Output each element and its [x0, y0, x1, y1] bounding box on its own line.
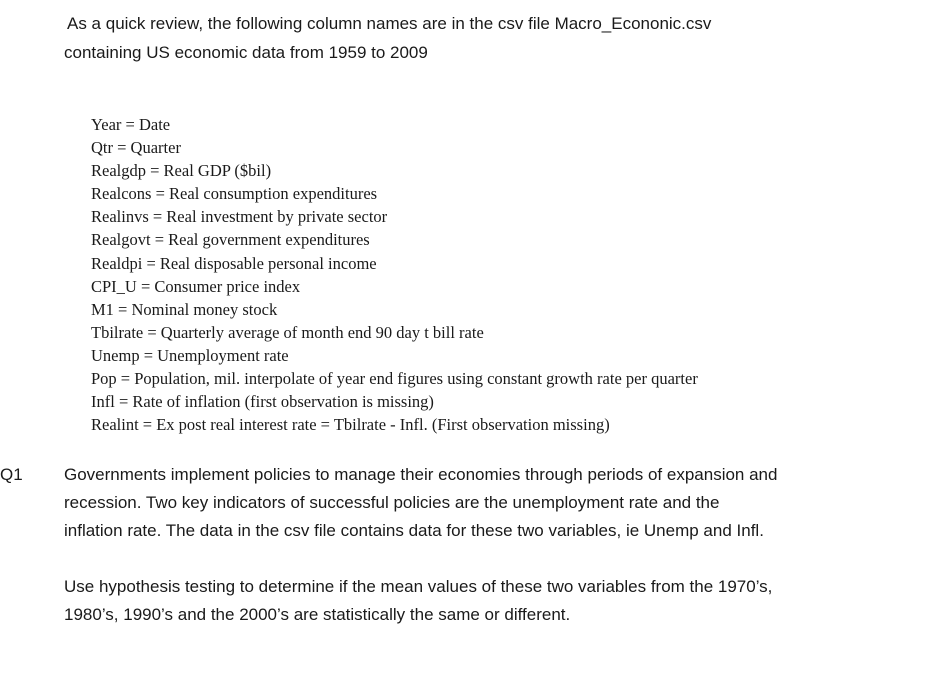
column-definitions-list: [91, 113, 891, 436]
question-line: Governments implement policies to manage their economies through periods of expansion and: [64, 465, 778, 484]
column-definition: CPI_U = Consumer price index: [91, 276, 301, 296]
question-line: inflation rate. The data in the csv file contains data for these two variables, ie Unemp and Infl.: [64, 521, 764, 540]
column-definition: Pop = Population, mil. interpolate of year end figures using constant growth rate per quarter: [91, 369, 698, 389]
intro-line-2: containing US economic data from 1959 to 2009: [64, 43, 428, 62]
column-definition: Realcons = Real consumption expenditures: [91, 184, 378, 204]
column-definition: Year = Date: [91, 115, 171, 134]
column-definition: M1 = Nominal money stock: [91, 299, 278, 319]
paragraph-gap: [64, 545, 904, 573]
column-definition: Realinvs = Real investment by private sector: [91, 207, 388, 227]
question-text: [64, 461, 904, 629]
column-definition: Realint = Ex post real interest rate = Tbilrate - Infl. (First observation missing): [91, 415, 610, 435]
intro-line-1: As a quick review, the following column names are in the csv file Macro_Econonic.csv: [67, 14, 712, 33]
column-definition: Unemp = Unemployment rate: [91, 345, 289, 365]
column-definition: Tbilrate = Quarterly average of month end 90 day t bill rate: [91, 322, 484, 342]
column-definition: Infl = Rate of inflation (first observation is missing): [91, 392, 434, 412]
intro-paragraph: [64, 9, 904, 67]
column-definition: Realdpi = Real disposable personal income: [91, 253, 377, 273]
question-line: Use hypothesis testing to determine if the mean values of these two variables from the 1970’s,: [64, 577, 773, 596]
question-line: 1980’s, 1990’s and the 2000’s are statistically the same or different.: [64, 605, 571, 624]
question-line: recession. Two key indicators of successful policies are the unemployment rate and the: [64, 493, 720, 512]
column-definition: Qtr = Quarter: [91, 138, 181, 158]
column-definition: Realgdp = Real GDP ($bil): [91, 161, 272, 181]
question-label: Q1: [0, 465, 23, 484]
column-definition: Realgovt = Real government expenditures: [91, 230, 370, 250]
